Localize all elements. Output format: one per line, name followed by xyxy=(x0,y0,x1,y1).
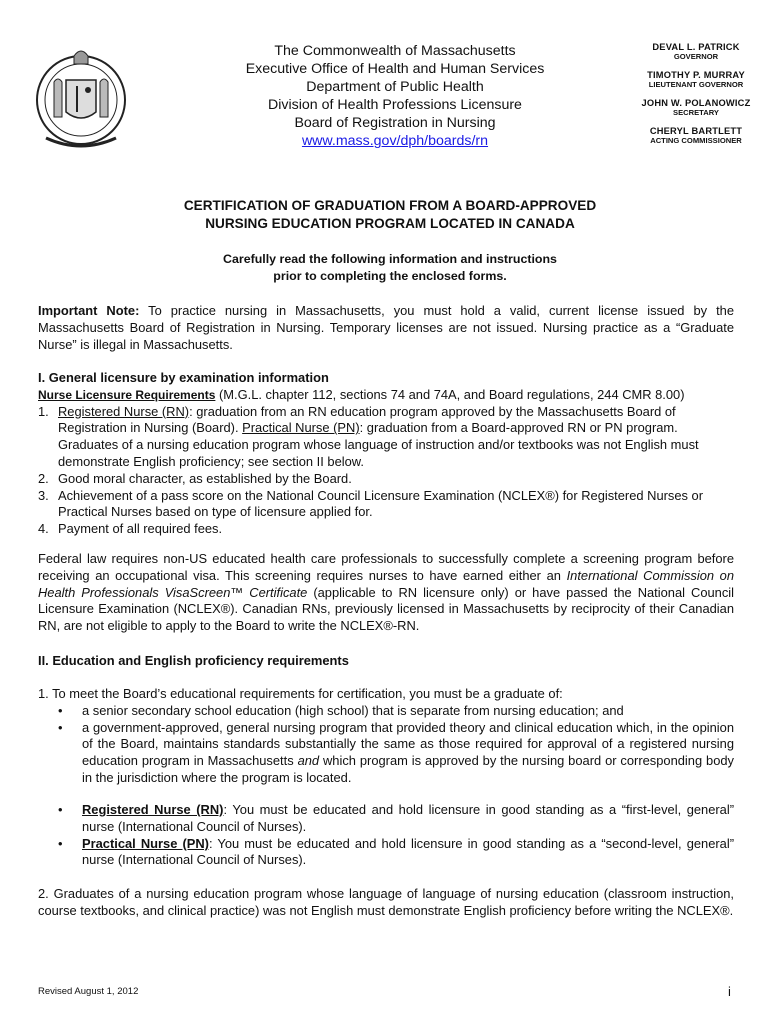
list-number: 1. xyxy=(38,403,49,419)
bullet: • xyxy=(58,702,63,718)
federal-law-paragraph xyxy=(38,551,734,635)
bullet: • xyxy=(58,835,63,851)
section-heading: II. Education and English proficiency requirements xyxy=(38,653,349,668)
document-title xyxy=(40,197,740,233)
website-link[interactable]: www.mass.gov/dph/boards/rn xyxy=(301,133,489,149)
list-text: Payment of all required fees. xyxy=(58,521,223,537)
instructions-subtitle xyxy=(40,251,740,285)
nurse-level-requirements xyxy=(38,802,734,869)
federal-text: (applicable to RN licensure only) or have passed the National Council Licensure Examination (NCLEX®). Canadian RNs, previously licensed in Massachusetts by reciprocity of their Canadian RN, are not eligible to apply to the Board to write the NCLEX®-RN. xyxy=(38,584,735,634)
visascreen-certificate: International Commission on Health Professionals VisaScreen™ Certificate xyxy=(38,567,734,600)
list-number: 4. xyxy=(38,521,49,537)
list-item xyxy=(38,521,734,538)
important-note xyxy=(38,303,734,353)
title-line: CERTIFICATION OF GRADUATION FROM A BOARD-APPROVED xyxy=(183,198,597,213)
list-text: which program is approved by the nursing board or corresponding body in the jurisdiction where the program is located. xyxy=(82,753,734,785)
letterhead xyxy=(170,42,620,150)
emphasis-and: and xyxy=(297,753,320,769)
rn-label: Registered Nurse (RN) xyxy=(82,802,224,817)
list-item xyxy=(38,836,734,870)
letterhead-line: The Commonwealth of Massachusetts xyxy=(274,43,516,59)
official-role: GOVERNOR xyxy=(673,52,719,61)
letterhead-line: Division of Health Professions Licensure xyxy=(268,97,522,113)
english-proficiency-paragraph: 2. Graduates of a nursing education program whose language of language of nursing education (classroom instruction, course textbooks, and clinical practice) was not English must demonstrate English proficiency before writing the NCLEX®. xyxy=(38,886,734,918)
list-text: a government-approved, general nursing program that provided theory and clinical education which, in the opinion of the Board, maintains standards substantially the same as those required for approval of a registered nursing education program in Massachusetts xyxy=(82,719,734,769)
letterhead-line: Executive Office of Health and Human Services xyxy=(245,61,545,77)
massachusetts-seal-icon xyxy=(26,42,136,154)
nurse-level-bullets xyxy=(38,802,734,869)
pn-text: : graduation from a Board-approved RN or PN program. Graduates of a nursing education program whose language of instruction and/or textbooks was not English must demonstrate English proficiency; see section II below. xyxy=(58,420,699,469)
rn-text: : graduation from an RN education program approved by the Massachusetts Board of Registration in Nursing (Board). xyxy=(58,403,676,436)
requirements-list xyxy=(38,404,734,538)
bullet: • xyxy=(58,802,63,817)
section-education-english xyxy=(38,653,734,670)
list-number: 2. xyxy=(38,470,49,486)
bullet: • xyxy=(58,719,63,735)
list-text: Good moral character, as established by the Board. xyxy=(58,470,352,486)
list-text: a senior secondary school education (high school) that is separate from nursing education; and xyxy=(82,702,624,718)
rn-label: Registered Nurse (RN) xyxy=(58,403,190,419)
pn-text: : You must be educated and hold licensure in good standing as a “second-level, general” nurse (International Council of Nurses). xyxy=(82,835,734,868)
officials-list xyxy=(628,42,764,154)
pn-label: Practical Nurse (PN) xyxy=(82,835,209,851)
list-item xyxy=(38,802,734,836)
official-role: ACTING COMMISSIONER xyxy=(650,136,742,145)
official-role: LIEUTENANT GOVERNOR xyxy=(648,80,744,89)
education-intro: 1. To meet the Board’s educational requirements for certification, you must be a graduate of: xyxy=(38,686,563,701)
official-name: TIMOTHY P. MURRAY xyxy=(647,70,745,80)
list-number: 3. xyxy=(38,487,49,503)
list-text: Achievement of a pass score on the National Council Licensure Examination (NCLEX®) for Registered Nurses or Practical Nurses based on type of licensure applied for. xyxy=(58,487,704,520)
rn-text: : You must be educated and hold licensure in good standing as a “first-level, general” nurse (International Council of Nurses). xyxy=(82,802,734,834)
subtitle-line: Carefully read the following information and instructions xyxy=(223,252,557,266)
section-heading: I. General licensure by examination information xyxy=(38,370,329,385)
list-item xyxy=(38,404,734,471)
requirements-label: Nurse Licensure Requirements xyxy=(38,387,216,402)
official-role: SECRETARY xyxy=(673,108,719,117)
title-line: NURSING EDUCATION PROGRAM LOCATED IN CANADA xyxy=(205,216,575,231)
official-name: CHERYL BARTLETT xyxy=(649,126,743,136)
subtitle-line: prior to completing the enclosed forms. xyxy=(273,269,507,283)
important-note-text: To practice nursing in Massachusetts, you must hold a valid, current license issued by the Massachusetts Board of Registration in Nursing. Temporary licenses are not issued. Nursing practice as a “Graduate Nurse” is illegal in Massachusetts. xyxy=(38,303,734,352)
list-item xyxy=(38,471,734,488)
important-note-label: Important Note: xyxy=(38,303,140,318)
revision-date: Revised August 1, 2012 xyxy=(38,986,139,997)
official-name: DEVAL L. PATRICK xyxy=(652,42,740,52)
official-name: JOHN W. POLANOWICZ xyxy=(641,98,751,108)
list-item xyxy=(38,703,734,720)
list-item xyxy=(38,488,734,522)
requirements-citation: (M.G.L. chapter 112, sections 74 and 74A, and Board regulations, 244 CMR 8.00) xyxy=(215,386,685,402)
page-number: i xyxy=(728,984,731,999)
letterhead-line: Board of Registration in Nursing xyxy=(294,115,496,131)
federal-text: Federal law requires non-US educated health care professionals to successfully complete a screening program before receiving an occupational visa. This screening requires nurses to have earned either an xyxy=(38,551,734,583)
education-bullets xyxy=(38,703,734,787)
list-item xyxy=(38,720,734,787)
pn-label: Practical Nurse (PN) xyxy=(242,420,360,436)
letterhead-line: Department of Public Health xyxy=(306,79,484,95)
section-general-licensure xyxy=(38,370,734,538)
education-requirements xyxy=(38,686,734,787)
